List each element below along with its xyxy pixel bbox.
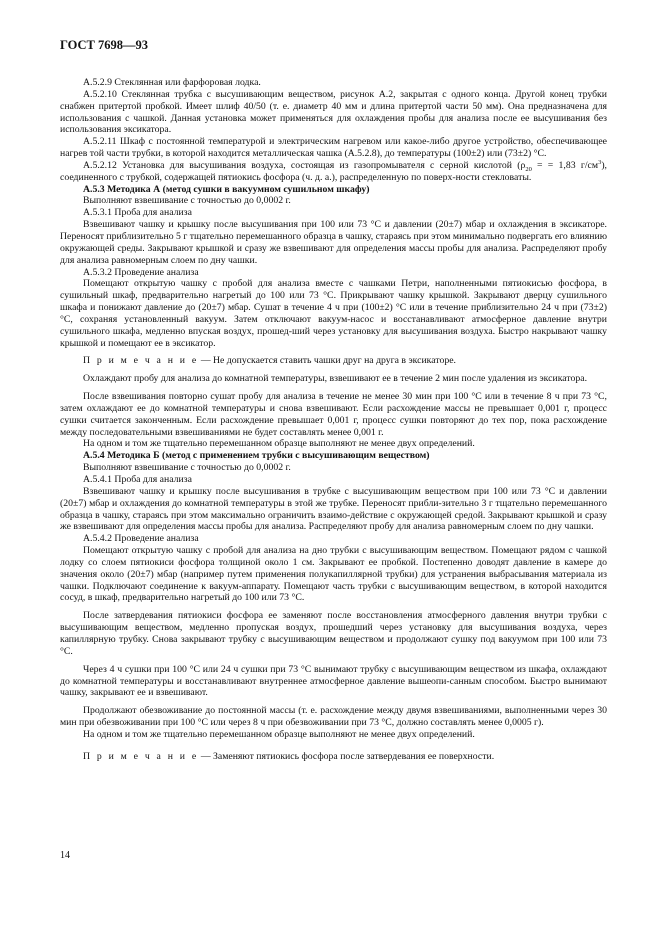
paragraph: На одном и том же тщательно перемешанном образце выполняют не менее двух определений. (83, 728, 475, 740)
text: А.5.2.12 Установка для высушивания воздуха, состоящая из газопромывателя с серной кислотой (ρ (83, 159, 526, 171)
note-text: — Заменяют пятиокись фосфора после затвердевания ее поверхности. (198, 750, 495, 762)
note (60, 751, 607, 763)
paragraph: Помещают открытую чашку с пробой для анализа на дно трубки с высушивающим веществом. Помещают рядом с чашкой лодку со слоем пятиокиси фосфора толщиной около 1 см. Закрывают ее пробкой. Постепенно доводят давление в камере до значения около (20±7) мбар (например путем применения полукапиллярной трубки) для устранения выбрасывания материала из чашки. Подключают соединение к вакуум-аппарату. Помещают часть трубки с высушивающим веществом, в которой находится сосуд, в шкаф, предварительно нагретый до 100 или 73 °С. (60, 545, 607, 604)
paragraph: Выполняют взвешивание с точностью до 0,0002 г. (83, 462, 291, 474)
section-heading: А.5.3 Методика А (метод сушки в вакуумном сушильном шкафу) (83, 183, 370, 195)
paragraph: Выполняют взвешивание с точностью до 0,0002 г. (83, 195, 291, 207)
paragraph: А.5.2.10 Стеклянная трубка с высушивающим веществом, рисунок А.2, закрытая с одного конца. Другой конец трубки снабжен притертой пробкой. Имеет шлиф 40/50 (т. е. диаметр 40 мм и длина притертой части 50 мм). Она предназначена для использования с чашкой. Данная установка может применяться для охлаждения пробы для анализа после ее высушивания без использования эксикатора. (60, 88, 607, 136)
note-label: П р и м е ч а н и е (83, 750, 199, 762)
paragraph: А.5.2.11 Шкаф с постоянной температурой и электрическим нагревом или какое-либо другое устройство, обеспечивающее нагрев той части трубки, в которой находится металлическая чашка (А.5.2.8), до температуры (100±2) или (73±2) °С. (60, 136, 607, 160)
paragraph: После взвешивания повторно сушат пробу для анализа в течение не менее 30 мин при 100 °С или в течение 8 ч при 73 °С, затем охлаждают ее до комнатной температуры и снова взвешивают. Если расхождение массы не превышает 0,001 г, процесс сушки считается законченным. Если расхождение превышает 0,001 г, процесс сушки повторяют до тех пор, пока расхождение между последовательными взвешиваниями не будет составлять менее 0,001 г. (60, 391, 607, 438)
paragraph: Через 4 ч сушки при 100 °С или 24 ч сушки при 73 °С вынимают трубку с высушивающим веществом из шкафа, охлаждают до комнатной температуры и восстанавливают внутреннее атмосферное давление вышеопи-санным способом. Быстро вынимают чашку, закрывают ее и взвешивают. (60, 663, 607, 699)
paragraph: А.5.2.9 Стеклянная или фарфоровая лодка. (83, 77, 261, 88)
paragraph: Взвешивают чашку и крышку после высушивания в трубке с высушивающим веществом при 100 или 73 °С и давлении (20±7) мбар и охлаждения до комнатной температуры в этой же трубке. Переносят прибли-зительно 3 г тщательно перемешанного образца в чашку, стараясь при этом максимально ограничить взаимо-действие с окружающей средой. Закрывают крышкой и сразу же взвешивают для определения массы пробы для анализа. Распределяют пробу для анализа равномерным слоем по дну чашки. (60, 485, 607, 533)
subscript: 20 (525, 165, 532, 173)
text: ), соединенного с трубкой, содержащей пятиокись фосфора (ч. д. а.), распределенную по поверх-ности стекловаты. (60, 159, 607, 183)
document-body (60, 77, 607, 769)
paragraph: Продолжают обезвоживание до постоянной массы (т. е. расхождение между двумя взвешиваниями, выполненными через 30 мин при обезвоживании при 100 °С или через 8 ч при обезвоживании при 73 °С, должно составлять менее 0,0005 г). (60, 705, 607, 729)
note (60, 355, 607, 367)
paragraph: На одном и том же тщательно перемешанном образце выполняют не менее двух определений. (83, 438, 475, 450)
paragraph: Помещают открытую чашку с пробой для анализа вместе с чашками Петри, наполненными пятиокисью фосфора, в сушильный шкаф, предварительно нагретый до 100 или 73 °С. Прикрывают чашку крышкой. Закрывают дверцу сушильного шкафа и понижают давление до (20±7) мбар. Сушат в течение 4 ч при (100±2) °С или в течение приблизительно 24 ч при (73±2) °С, сохраняя установленный вакуум. Затем отключают вакуум-насос и восстанавливают атмосферное давление внутри сушильного шкафа, медленно впуская воздух, прошед-ший через установку для высушивания воздуха. Быстро накрывают чашку крышкой и помещают ее в эксикатор. (60, 278, 607, 349)
subsection-heading: А.5.4.2 Проведение анализа (83, 533, 199, 545)
page-number: 14 (60, 850, 70, 861)
subsection-heading: А.5.4.1 Проба для анализа (83, 474, 192, 485)
note-text: — Не допускается ставить чашки друг на друга в эксикаторе. (198, 355, 456, 367)
superscript: 3 (598, 158, 602, 166)
subsection-heading: А.5.3.1 Проба для анализа (83, 207, 192, 219)
paragraph (60, 160, 607, 184)
note-label: П р и м е ч а н и е (83, 355, 199, 367)
paragraph: После затвердевания пятиокиси фосфора ее заменяют после восстановления атмосферного давления внутри трубки с высушивающим веществом, медленно пропуская воздух, прошедший через установку для высушивания воздуха, через капиллярную трубку. Снова закрывают трубку с высушивающим веществом и продолжают сушку под вакуумом при 100 или 73 °С. (60, 610, 607, 657)
subsection-heading: А.5.3.2 Проведение анализа (83, 266, 199, 278)
document-header: ГОСТ 7698—93 (60, 38, 149, 52)
paragraph: Охлаждают пробу для анализа до комнатной температуры, взвешивают ее в течение 2 мин после удаления из эксикатора. (83, 373, 588, 385)
section-heading: А.5.4 Методика Б (метод с применением трубки с высушивающим веществом) (83, 450, 430, 462)
paragraph: Взвешивают чашку и крышку после высушивания при 100 или 73 °С и давлении (20±7) мбар и охлаждения в эксикаторе. Переносят приблизительно 5 г тщательно перемешанного образца в чашку, стараясь при этом минимально подвергать его влиянию окружающей среды. Закрывают крышкой и сразу же взвешивают для определения массы пробы для анализа. Распределяют пробу для анализа равномерным слоем по дну чашки. (60, 219, 607, 266)
text: = = 1,83 г/см (531, 159, 599, 171)
